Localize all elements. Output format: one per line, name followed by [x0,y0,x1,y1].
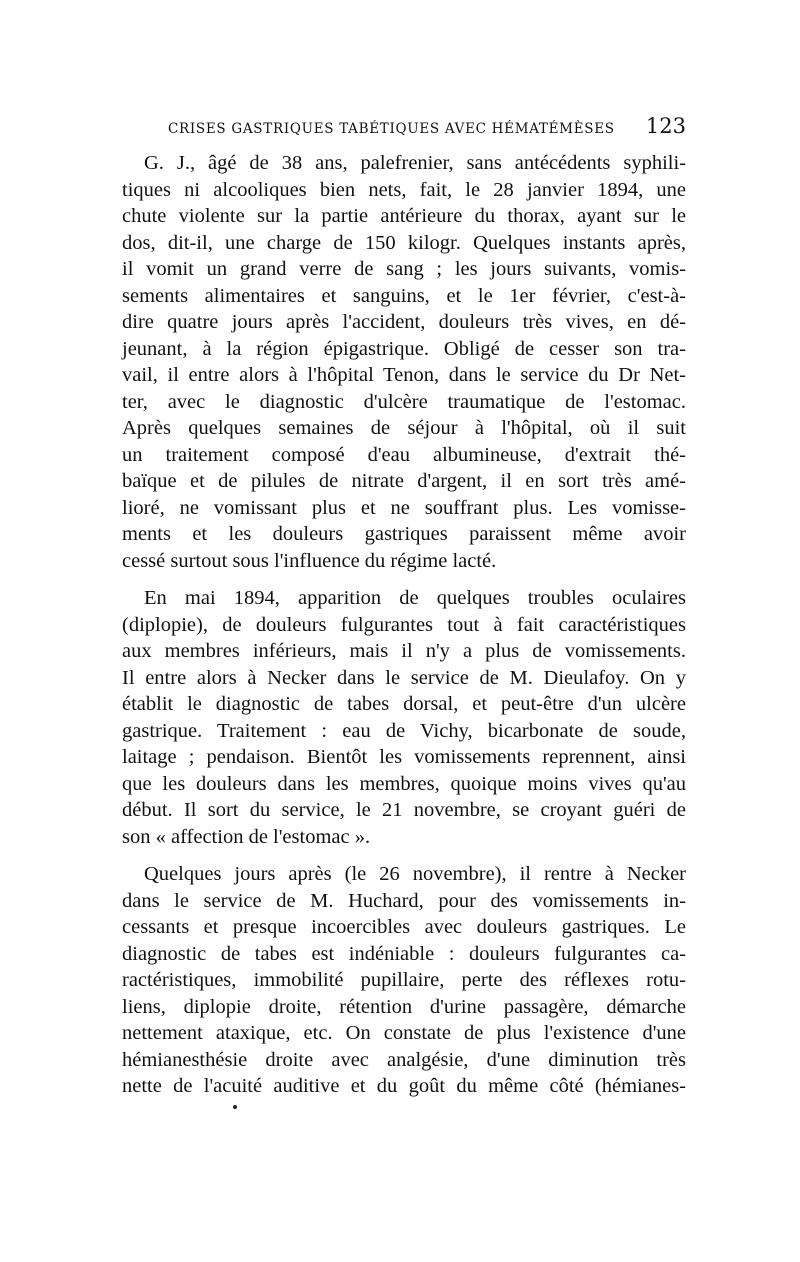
paragraph-3 [122,861,686,1100]
text-line: dos, dit-il, une charge de 150 kilogr. Quelques instants après, [122,231,686,254]
text-line: établit le diagnostic de tabes dorsal, et peut-être d'un ulcère [122,693,686,715]
text-line: En mai 1894, apparition de quelques troubles oculaires [144,587,686,609]
running-title: CRISES GASTRIQUES TABÉTIQUES AVEC HÉMATÉMÈSES [168,121,615,137]
text-line: sements alimentaires et sanguins, et le 1er février, c'est-à- [122,284,686,307]
text-line: lioré, ne vomissant plus et ne souffrant plus. Les vomisse- [122,496,686,519]
text-line: diagnostic de tabes est indéniable : douleurs fulgurantes ca- [122,942,686,965]
text-line: baïque et de pilules de nitrate d'argent, il en sort très amé- [122,470,686,492]
text-line: chute violente sur la partie antérieure du thorax, ayant sur le [122,205,686,227]
text-line: début. Il sort du service, le 21 novembre, se croyant guéri de [122,799,686,821]
text-line: cessants et presque incoercibles avec douleurs gastriques. Le [122,916,686,938]
paragraph-1 [122,150,686,574]
text-line: aux membres inférieurs, mais il n'y a plus de vomissements. [122,640,686,662]
text-line: Quelques jours après (le 26 novembre), il rentre à Necker [144,863,686,885]
text-line: nette de l'acuité auditive et du goût du même côté (hémianes- [122,1075,686,1097]
text-line: ractéristiques, immobilité pupillaire, perte des réflexes rotu- [122,969,686,991]
ink-dot [233,1105,237,1109]
text-line: son « affection de l'estomac ». [122,825,371,848]
text-line: cessé surtout sous l'influence du régime lacté. [122,549,497,572]
text-line: liens, diplopie droite, rétention d'urine passagère, démarche [122,995,686,1018]
paragraph-2 [122,585,686,850]
text-line: dire quatre jours après l'accident, douleurs très vives, en dé- [122,311,686,333]
text-line: nettement ataxique, etc. On constate de plus l'existence d'une [122,1022,686,1044]
text-line: il vomit un grand verre de sang ; les jours suivants, vomis- [122,258,686,280]
text-line: G. J., âgé de 38 ans, palefrenier, sans antécédents syphili- [144,152,686,174]
text-line: (diplopie), de douleurs fulgurantes tout à fait caractéristiques [122,613,686,636]
text-line: un traitement composé d'eau albumineuse, d'extrait thé- [122,443,686,466]
text-line: jeunant, à la région épigastrique. Obligé de cesser son tra- [122,337,686,360]
text-line: tiques ni alcooliques bien nets, fait, le 28 janvier 1894, une [122,178,686,201]
text-line: vail, il entre alors à l'hôpital Tenon, dans le service du Dr Net- [122,364,686,386]
text-line: dans le service de M. Huchard, pour des vomissements in- [122,889,686,912]
text-line: ter, avec le diagnostic d'ulcère traumatique de l'estomac. [122,390,686,413]
text-line: laitage ; pendaison. Bientôt les vomissements reprennent, ainsi [122,746,686,768]
text-line: que les douleurs dans les membres, quoique moins vives qu'au [122,772,686,795]
page-header [168,116,686,140]
text-line: ments et les douleurs gastriques paraissent même avoir [122,523,686,545]
page-number: 123 [645,114,686,138]
text-line: Il entre alors à Necker dans le service de M. Dieulafoy. On y [122,666,686,689]
text-line: Après quelques semaines de séjour à l'hôpital, où il suit [122,417,686,439]
text-line: gastrique. Traitement : eau de Vichy, bicarbonate de soude, [122,719,686,742]
body-text [122,150,686,1111]
text-line: hémianesthésie droite avec analgésie, d'une diminution très [122,1048,686,1071]
